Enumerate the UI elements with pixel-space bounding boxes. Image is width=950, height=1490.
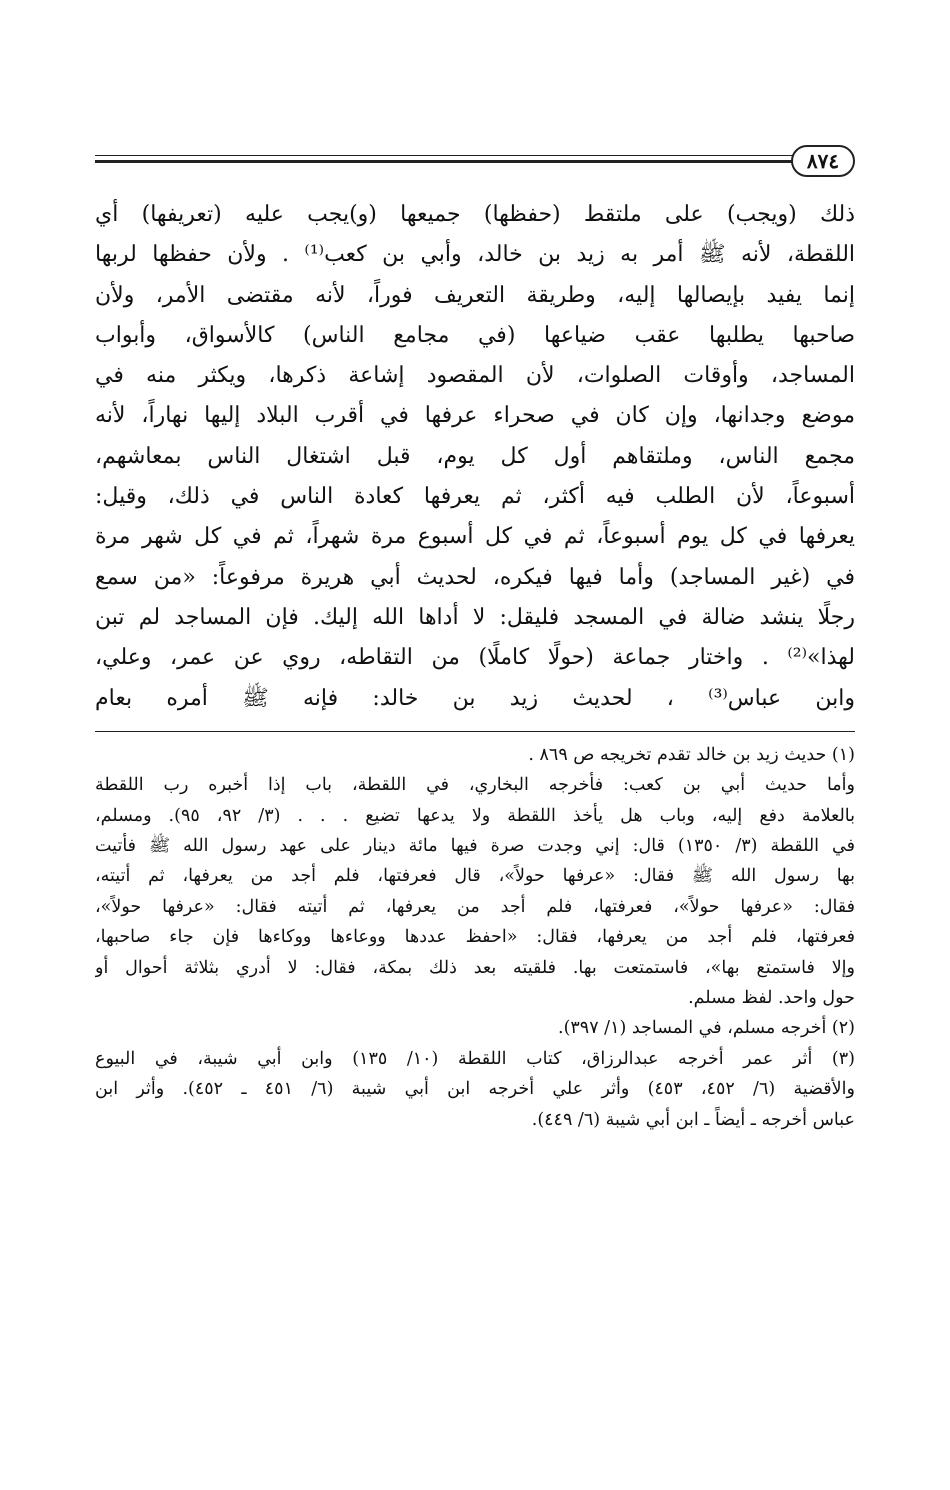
footnote-line: في اللقطة (٣/ ١٣٥٠) قال: إني وجدت صرة فيها مائة دينار على عهد رسول الله ﷺ فأتيت — [95, 836, 855, 857]
header-rule-thin — [95, 155, 793, 156]
text-line: وابن عباس⁽³⁾ ، لحديث زيد بن خالد: فإنه ﷺ أمره بعام — [95, 685, 855, 711]
footnote-line: (٣) أثر عمر أخرجه عبدالرزاق، كتاب اللقطة (١٠/ ١٣٥) وابن أبي شيبة، في البيوع — [95, 1048, 855, 1069]
text-line: أسبوعاً، لأن الطلب فيه أكثر، ثم يعرفها كعادة الناس في ذلك، وقيل: — [95, 484, 855, 510]
footnote-line: بها رسول الله ﷺ فقال: «عرفها حولاً»، قال فعرفتها، فلم أجد من يعرفها، ثم أتيته، — [95, 866, 855, 887]
text-line: صاحبها يطلبها عقب ضياعها (في مجامع الناس) كالأسواق، وأبواب — [95, 322, 855, 348]
footnote-line: فعرفتها، فلم أجد من يعرفها، فقال: «احفظ عددها ووعاءها ووكاءها فإن جاء صاحبها، — [95, 927, 855, 948]
footnote-line: وإلا فاستمتع بها»، فاستمتعت بها. فلقيته بعد ذلك بمكة، فقال: لا أدري بثلاثة أحوال أو — [95, 957, 855, 978]
footnote-line: حول واحد. لفظ مسلم. — [688, 987, 855, 1008]
text-line: اللقطة، لأنه ﷺ أمر به زيد بن خالد، وأبي بن كعب⁽¹⁾ . ولأن حفظها لربها — [95, 242, 855, 268]
text-line: رجلًا ينشد ضالة في المسجد فليقل: لا أداها الله إليك. فإن المساجد لم تبن — [95, 604, 855, 630]
text-line: إنما يفيد بإيصالها إليه، وطريقة التعريف فوراً، لأنه مقتضى الأمر، ولأن — [95, 282, 855, 308]
footnotes — [95, 740, 855, 1135]
page-number: ٨٧٤ — [791, 145, 855, 177]
text-line: موضع وجدانها، وإن كان في صحراء عرفها في أقرب البلاد إليها نهاراً، لأنه — [95, 403, 855, 429]
footnote-line: وأما حديث أبي بن كعب: فأخرجه البخاري، في اللقطة، باب إذا أخبره رب اللقطة — [95, 775, 855, 796]
footnote-line: فقال: «عرفها حولاً»، فعرفتها، فلم أجد من يعرفها، ثم أتيته فقال: «عرفها حولاً»، — [95, 896, 855, 917]
text-line: مجمع الناس، وملتقاهم أول كل يوم، قبل اشتغال الناس بمعاشهم، — [95, 443, 855, 469]
header-rule-thick — [95, 160, 793, 163]
footnote-line: (١) حديث زيد بن خالد تقدم تخريجه ص ٨٦٩ . — [528, 744, 855, 765]
text-line: لهذا»⁽²⁾ . واختار جماعة (حولًا كاملًا) من التقاطه، روي عن عمر، وعلي، — [95, 645, 855, 671]
main-text — [95, 195, 855, 719]
footnote-line: عباس أخرجه ـ أيضاً ـ ابن أبي شيبة (٦/ ٤٤٩). — [531, 1109, 855, 1130]
book-page — [95, 145, 855, 1135]
footnote-separator — [95, 731, 855, 732]
text-line: ذلك (ويجب) على ملتقط (حفظها) جميعها (و)يجب عليه (تعريفها) أي — [95, 202, 855, 227]
page-header — [95, 145, 855, 185]
footnote-line: (٢) أخرجه مسلم، في المساجد (١/ ٣٩٧). — [558, 1018, 855, 1039]
footnote-line: بالعلامة دفع إليه، وباب هل يأخذ اللقطة ولا يدعها تضيع . . . (٣/ ٩٢، ٩٥). ومسلم، — [95, 805, 855, 826]
footnote-line: والأقضية (٦/ ٤٥٢، ٤٥٣) وأثر علي أخرجه ابن أبي شيبة (٦/ ٤٥١ ـ ٤٥٢). وأثر ابن — [95, 1079, 855, 1100]
text-line: المساجد، وأوقات الصلوات، لأن المقصود إشاعة ذكرها، ويكثر منه في — [95, 363, 855, 389]
text-line: في (غير المساجد) وأما فيها فيكره، لحديث أبي هريرة مرفوعاً: «من سمع — [95, 564, 855, 590]
text-line: يعرفها في كل يوم أسبوعاً، ثم في كل أسبوع مرة شهراً، ثم في كل شهر مرة — [95, 524, 855, 550]
